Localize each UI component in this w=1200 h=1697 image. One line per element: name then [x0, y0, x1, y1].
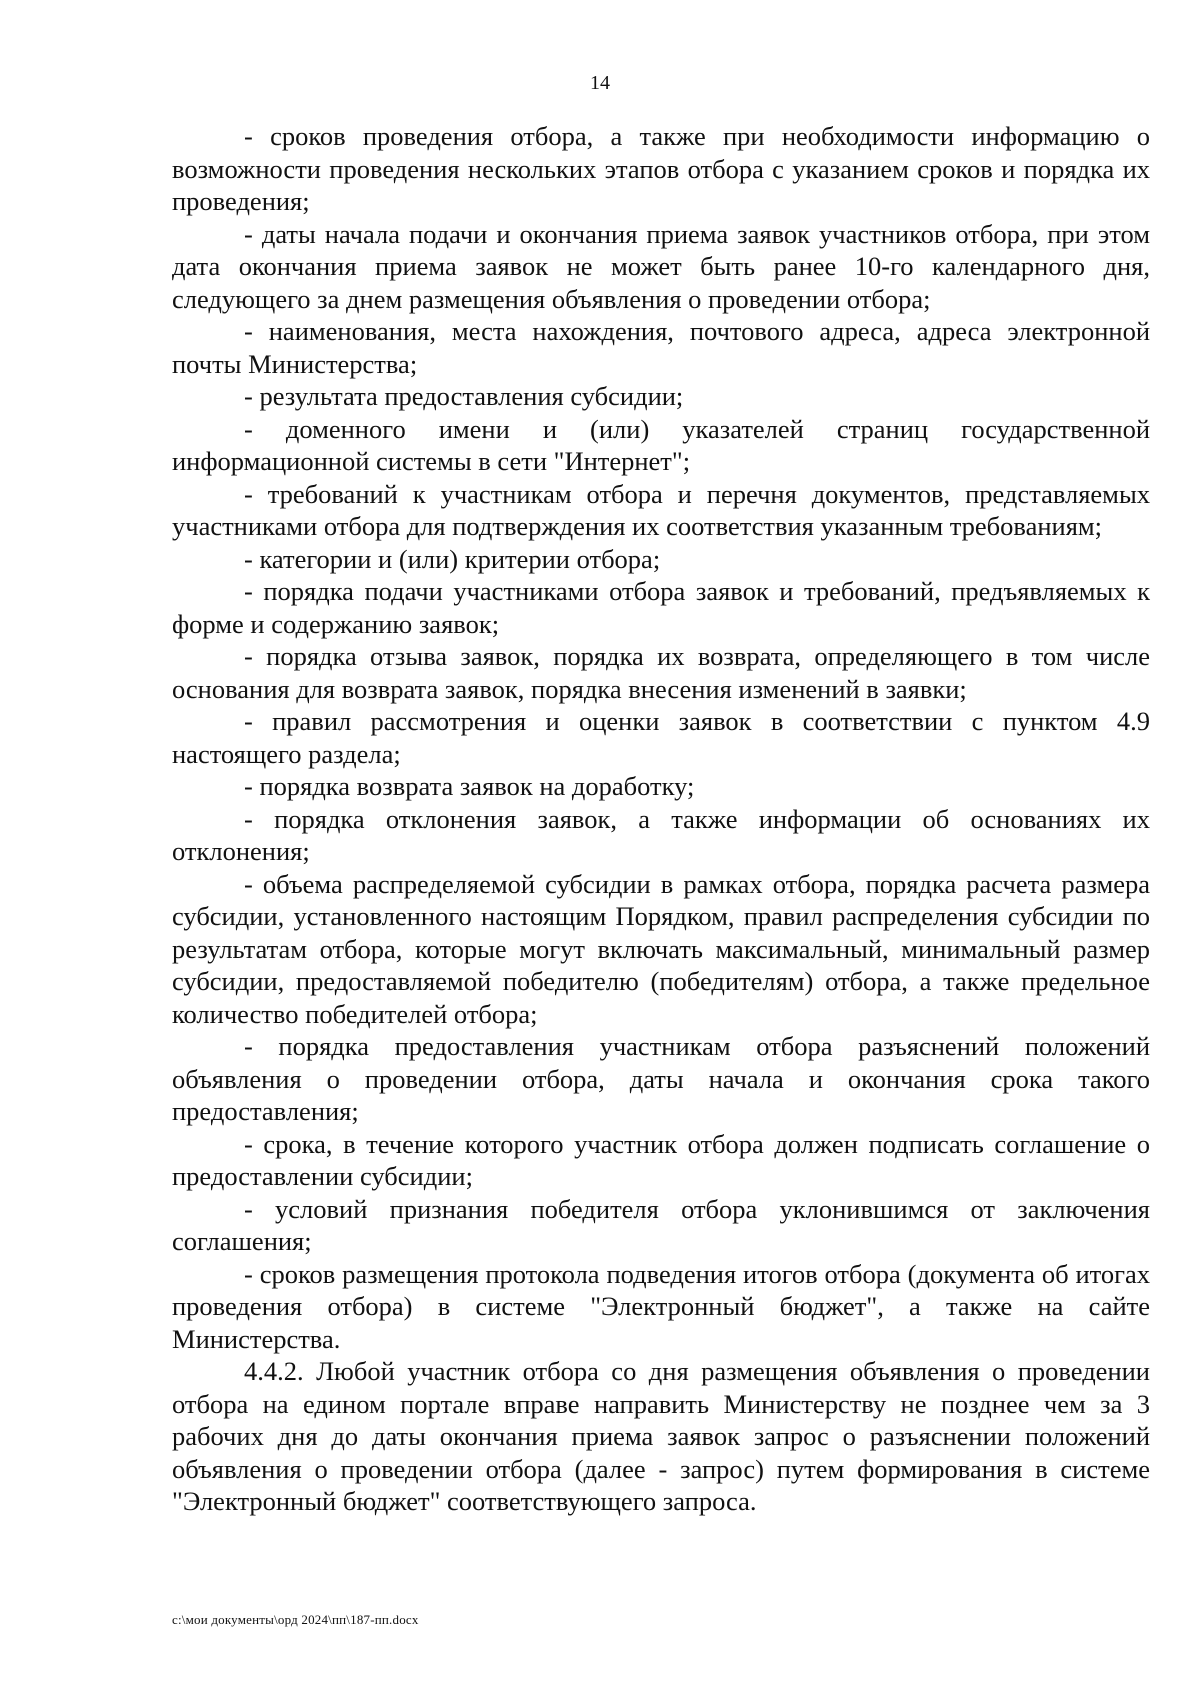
paragraph: 4.4.2. Любой участник отбора со дня размещения объявления о проведении отбора на едином портале вправе направить Министерству не позднее чем за 3 рабочих дня до даты окончания приема заявок запрос о разъяснении положений объявления о проведении отбора (далее - запрос) путем формирования в системе "Электронный бюджет" соответствующего запроса. [172, 1356, 1150, 1516]
paragraph: - даты начала подачи и окончания приема заявок участников отбора, при этом дата окончания приема заявок не может быть ранее 10-го календарного дня, следующего за днем размещения объявления о проведении отбора; [172, 218, 1150, 314]
document-body [172, 120, 1150, 1518]
paragraph: - порядка предоставления участникам отбора разъяснений положений объявления о проведении отбора, даты начала и окончания срока такого предоставления; [172, 1031, 1150, 1126]
paragraph: - порядка отклонения заявок, а также информации об основаниях их отклонения; [172, 803, 1150, 866]
paragraph: - порядка возврата заявок на доработку; [244, 771, 695, 801]
paragraph: - условий признания победителя отбора уклонившимся от заключения соглашения; [172, 1193, 1150, 1256]
paragraph: - сроков размещения протокола подведения итогов отбора (документа об итогах проведения отбора) в системе "Электронный бюджет", а также на сайте Министерства. [172, 1258, 1150, 1354]
paragraph: - результата предоставления субсидии; [244, 381, 684, 411]
paragraph: - срока, в течение которого участник отбора должен подписать соглашение о предоставлении субсидии; [172, 1128, 1150, 1191]
paragraph: - правил рассмотрения и оценки заявок в соответствии с пунктом 4.9 настоящего раздела; [172, 706, 1150, 769]
paragraph: - сроков проведения отбора, а также при необходимости информацию о возможности проведения нескольких этапов отбора с указанием сроков и порядка их проведения; [172, 121, 1150, 216]
paragraph: - доменного имени и (или) указателей страниц государственной информационной системы в сети "Интернет"; [172, 413, 1150, 476]
paragraph: - наименования, места нахождения, почтового адреса, адреса электронной почты Министерства; [172, 316, 1150, 379]
page-number: 14 [590, 72, 610, 94]
file-path-footer: c:\мои документы\орд 2024\пп\187-пп.docx [172, 1612, 419, 1627]
paragraph: - порядка подачи участниками отбора заявок и требований, предъявляемых к форме и содержанию заявок; [172, 576, 1150, 639]
paragraph: - требований к участникам отбора и перечня документов, представляемых участниками отбора для подтверждения их соответствия указанным требованиям; [172, 478, 1150, 541]
paragraph: - объема распределяемой субсидии в рамках отбора, порядка расчета размера субсидии, установленного настоящим Порядком, правил распределения субсидии по результатам отбора, которые могут включать максимальный, минимальный размер субсидии, предоставляемой победителю (победителям) отбора, а также предельное количество победителей отбора; [172, 868, 1150, 1029]
paragraph: - порядка отзыва заявок, порядка их возврата, определяющего в том числе основания для возврата заявок, порядка внесения изменений в заявки; [172, 641, 1150, 704]
paragraph: - категории и (или) критерии отбора; [244, 543, 661, 574]
